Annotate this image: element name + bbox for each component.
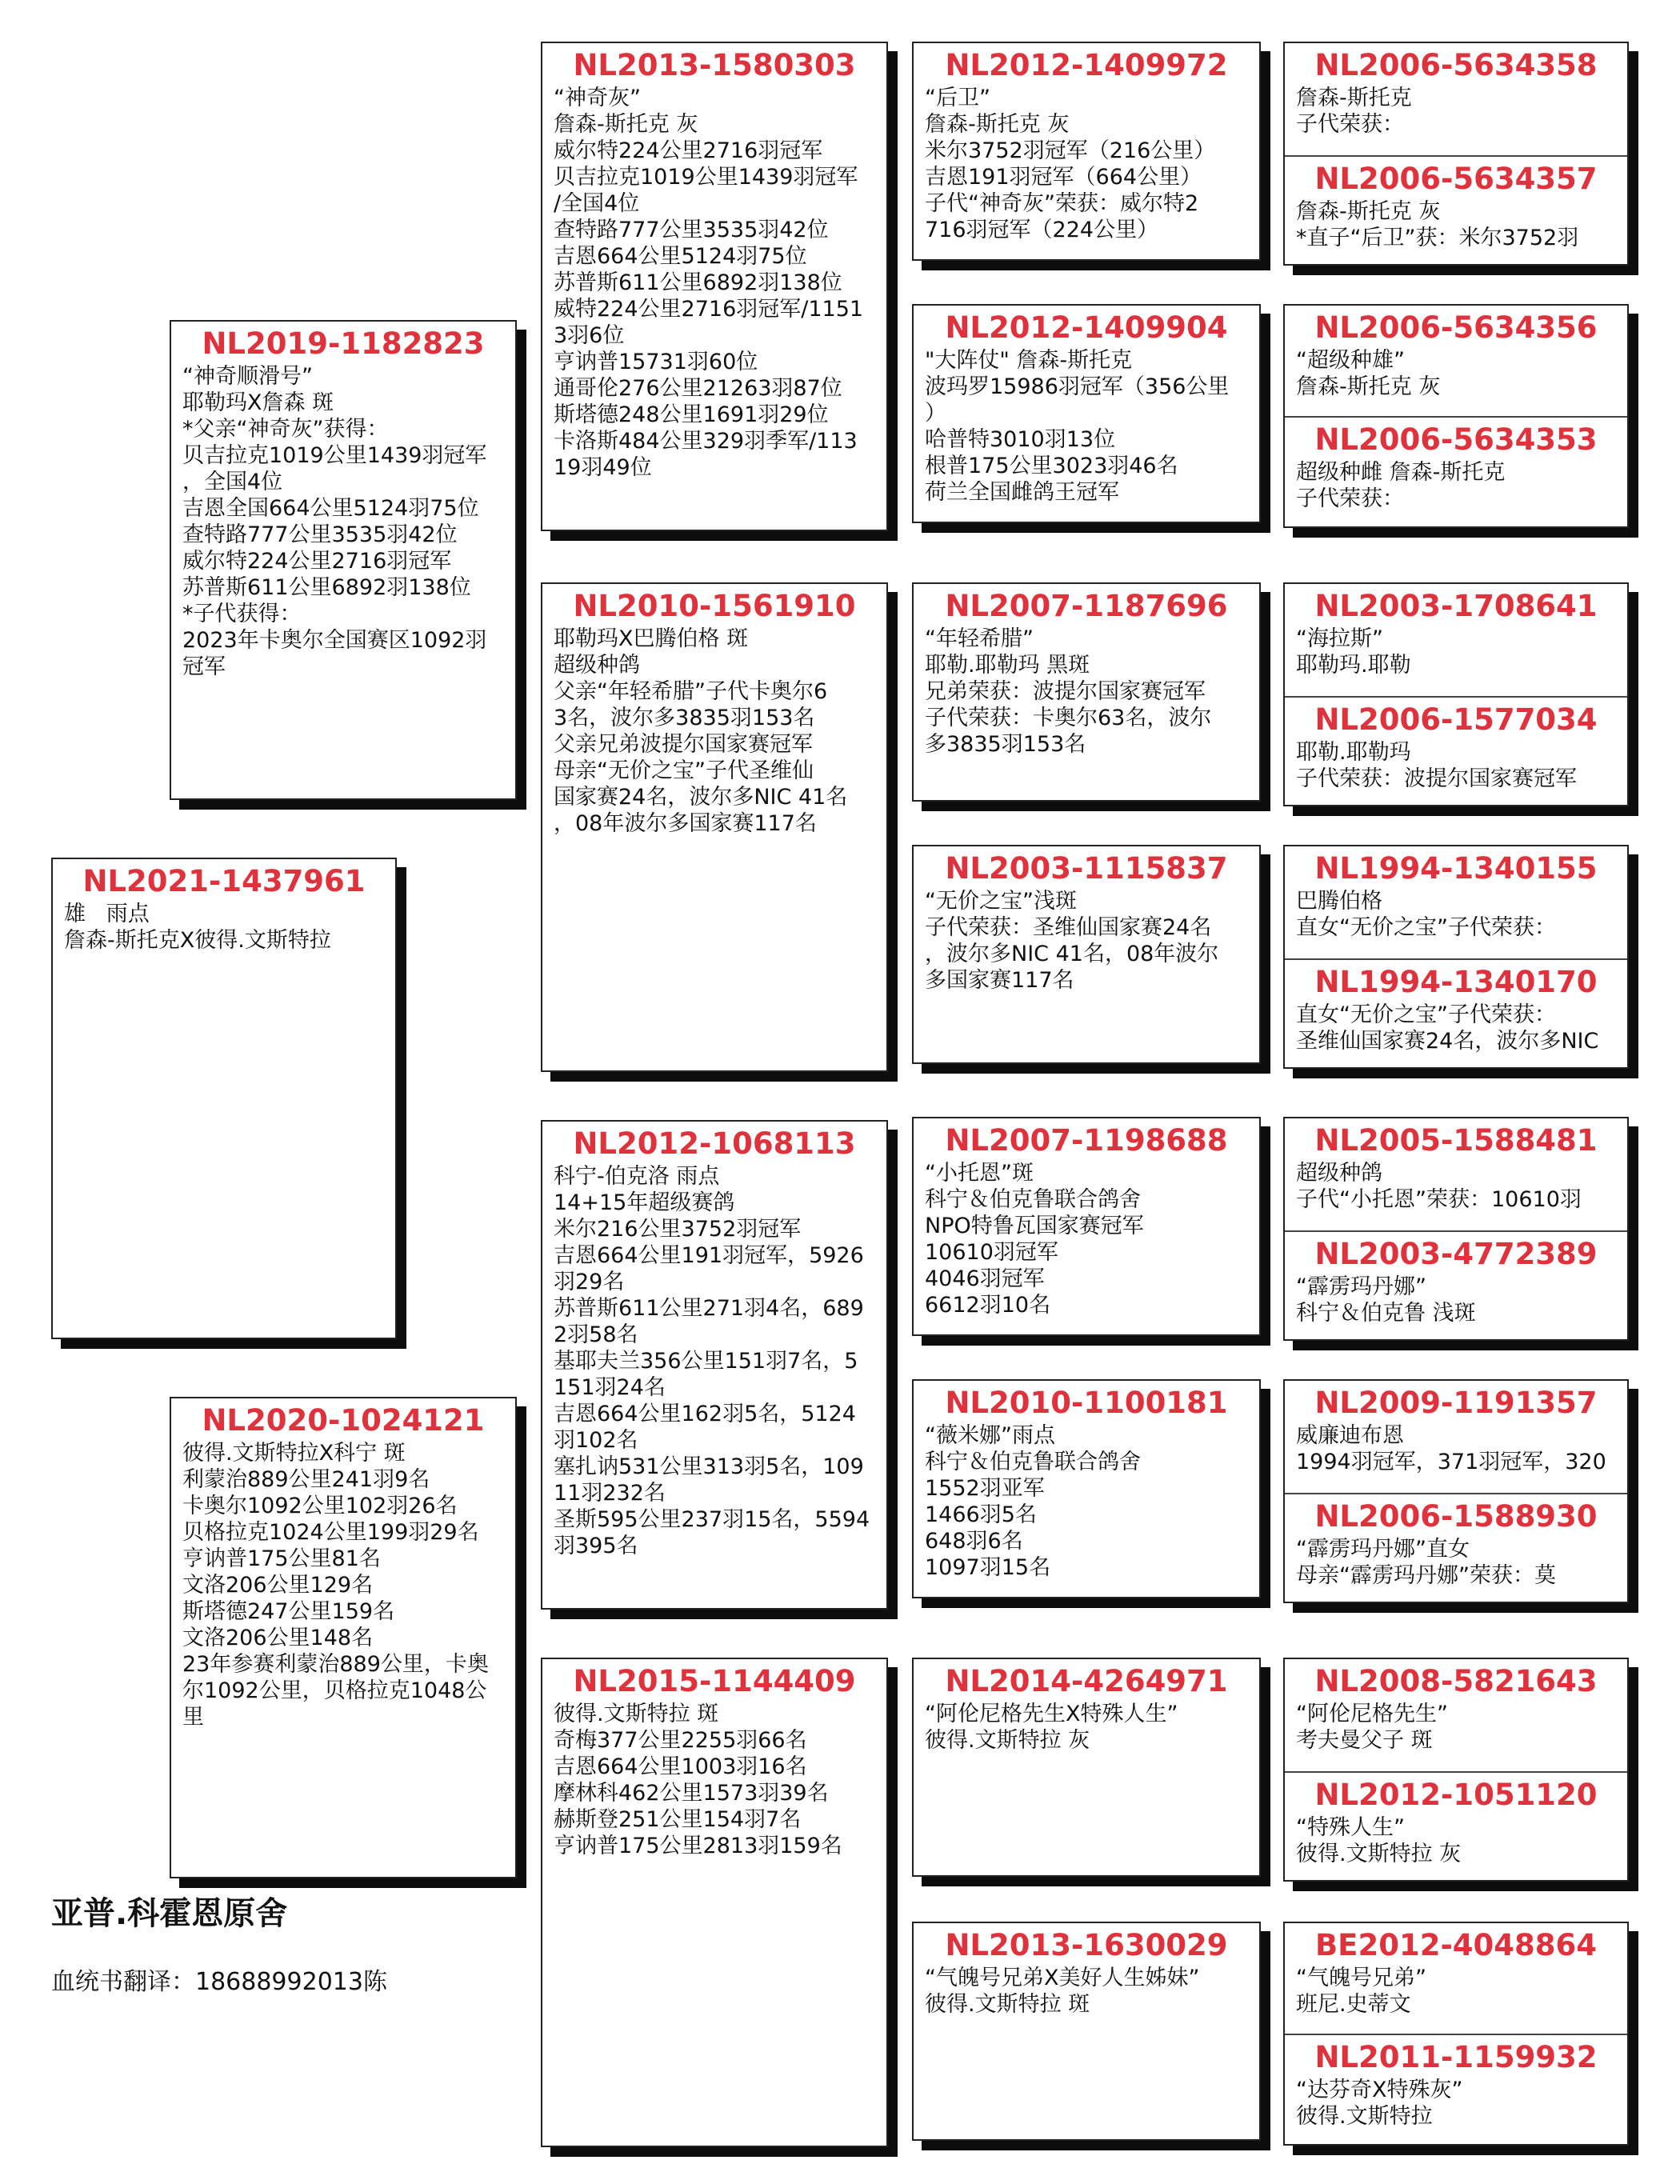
dds-card	[912, 1658, 1261, 1877]
ggp-pair-2	[1283, 304, 1629, 528]
ggp-pair-7	[1283, 1658, 1629, 1882]
g6a-ring: NL2009-1191357	[1314, 1386, 1598, 1420]
sire-ring: NL2019-1182823	[202, 326, 485, 361]
dsd-ring: NL2010-1100181	[945, 1386, 1228, 1420]
ddd-ring: NL2013-1630029	[945, 1928, 1228, 1962]
sire-sire-card	[541, 42, 888, 531]
ssd-card	[912, 304, 1261, 523]
g6b-ring: NL2006-1588930	[1314, 1499, 1598, 1534]
sire-dam-card	[541, 582, 888, 1072]
g3b-ring: NL2006-1577034	[1314, 702, 1598, 737]
g3a-ring: NL2003-1708641	[1314, 589, 1598, 623]
ssd-ring: NL2012-1409904	[945, 310, 1228, 345]
loft-name: 亚普.科霍恩原舍	[51, 1895, 288, 1932]
dds-info: “阿伦尼格先生X特殊人生” 彼得.文斯特拉 灰	[925, 1702, 1178, 1753]
sss-card	[912, 42, 1261, 261]
sss-ring: NL2012-1409972	[945, 48, 1228, 82]
dss-info: “小托恩”斑 科宁＆伯克鲁联合鸽舍 NPO特鲁瓦国家赛冠军 10610羽冠军 4046羽冠军 6612羽10名	[925, 1161, 1144, 1318]
sds-info: “年轻希腊” 耶勒.耶勒玛 黑斑 兄弟荣获：波提尔国家赛冠军 子代荣获：卡奥尔63名，波尔 多3835羽153名	[925, 626, 1212, 757]
sire-sire-info: “神奇灰” 詹森-斯托克 灰 威尔特224公里2716羽冠军 贝吉拉克1019公里1439羽冠军 /全国4位 查特路777公里3535羽42位 吉恩664公里5124羽75位 苏普斯611公里6892羽138位 威特224公里2716羽冠军/1151 3羽6位 亨讷普15731羽60位 通哥伦276公里21263羽87位 斯塔德248公里1691羽29位 卡洛斯484公里329羽季军/113 19羽49位	[554, 86, 864, 480]
sire-sire-ring: NL2013-1580303	[573, 48, 856, 82]
ggp-pair-4	[1283, 845, 1629, 1069]
subject-info: 雄 雨点 詹森-斯托克X彼得.文斯特拉	[64, 902, 331, 953]
dam-dam-ring: NL2015-1144409	[573, 1664, 856, 1698]
ggp-pair-6	[1283, 1379, 1629, 1603]
g2a-info: “超级种雄” 詹森-斯托克 灰	[1296, 348, 1441, 399]
sire-card	[170, 320, 517, 800]
sdd-ring: NL2003-1115837	[945, 851, 1228, 886]
dam-sire-ring: NL2012-1068113	[573, 1126, 856, 1161]
dds-ring: NL2014-4264971	[945, 1664, 1228, 1698]
g5a-ring: NL2005-1588481	[1314, 1123, 1598, 1158]
g4a-ring: NL1994-1340155	[1314, 851, 1598, 886]
ggp-pair-5	[1283, 1117, 1629, 1341]
g3a-info: “海拉斯” 耶勒玛.耶勒	[1296, 626, 1411, 678]
dam-dam-info: 彼得.文斯特拉 斑 奇梅377公里2255羽66名 吉恩664公里1003羽16名 摩林科462公里1573羽39名 赫斯登251公里154羽7名 亨讷普175公里2813羽159名	[554, 1702, 842, 1858]
g4a-info: 巴腾伯格 直女“无价之宝”子代荣获：	[1296, 889, 1556, 940]
g4b-info: 直女“无价之宝”子代荣获： 圣维仙国家赛24名，波尔多NIC	[1296, 1002, 1599, 1054]
translator-note: 血统书翻译：18688992013陈	[51, 1968, 387, 1996]
dss-card	[912, 1117, 1261, 1336]
sdd-card	[912, 845, 1261, 1064]
g3b-info: 耶勒.耶勒玛 子代荣获：波提尔国家赛冠军	[1296, 740, 1577, 791]
g7a-info: “阿伦尼格先生” 考夫曼父子 斑	[1296, 1702, 1448, 1753]
dam-dam-card	[541, 1658, 888, 2147]
dam-sire-card	[541, 1120, 888, 1610]
dam-info: 彼得.文斯特拉X科宁 斑 利蒙治889公里241羽9名 卡奥尔1092公里102羽26名 贝格拉克1024公里199羽29名 亨讷普175公里81名 文洛206公里129名 斯塔德247公里159名 文洛206公里148名 23年参赛利蒙治889公里，卡奥 尔1092公里，贝格拉克1048公 里	[182, 1441, 489, 1730]
g6b-info: “霹雳玛丹娜”直女 母亲“霹雳玛丹娜”荣获：莫	[1296, 1537, 1556, 1588]
ggp-pair-1	[1283, 42, 1629, 266]
g5b-ring: NL2003-4772389	[1314, 1237, 1598, 1271]
g7a-ring: NL2008-5821643	[1314, 1664, 1598, 1698]
dam-sire-info: 科宁-伯克洛 雨点 14+15年超级赛鸽 米尔216公里3752羽冠军 吉恩664公里191羽冠军，5926 羽29名 苏普斯611公里271羽4名，689 2羽58名 基耶夫兰356公里151羽7名，5 151羽24名 吉恩664公里162羽5名，5124 羽102名 塞扎讷531公里313羽5名，109 11羽232名 圣斯595公里237羽15名，5594 羽395名	[554, 1164, 870, 1558]
sdd-info: “无价之宝”浅斑 子代荣获：圣维仙国家赛24名 ，波尔多NIC 41名，08年波尔 多国家赛117名	[925, 889, 1219, 993]
subject-ring: NL2021-1437961	[82, 864, 366, 898]
ggp-pair-8	[1283, 1922, 1629, 2146]
g1a-info: 詹森-斯托克 子代荣获：	[1296, 86, 1412, 137]
g8b-ring: NL2011-1159932	[1314, 2040, 1598, 2074]
g8b-info: “达芬奇X特殊灰” 彼得.文斯特拉	[1296, 2078, 1463, 2129]
g1b-info: 詹森-斯托克 灰 *直子“后卫”获：米尔3752羽	[1296, 199, 1579, 250]
g2b-ring: NL2006-5634353	[1314, 422, 1598, 457]
g1a-ring: NL2006-5634358	[1314, 48, 1598, 82]
ddd-info: “气魄号兄弟X美好人生姊妹” 彼得.文斯特拉 斑	[925, 1966, 1200, 2017]
ddd-card	[912, 1922, 1261, 2141]
g8a-ring: BE2012-4048864	[1314, 1928, 1598, 1962]
sds-card	[912, 582, 1261, 802]
g1b-ring: NL2006-5634357	[1314, 162, 1598, 196]
dam-card	[170, 1397, 517, 1878]
dsd-info: “薇米娜”雨点 科宁＆伯克鲁联合鸽舍 1552羽亚军 1466羽5名 648羽6名 1097羽15名	[925, 1423, 1141, 1580]
g5b-info: “霹雳玛丹娜” 科宁＆伯克鲁 浅斑	[1296, 1274, 1476, 1326]
dsd-card	[912, 1379, 1261, 1598]
sire-dam-ring: NL2010-1561910	[573, 589, 856, 623]
g2a-ring: NL2006-5634356	[1314, 310, 1598, 345]
dam-ring: NL2020-1024121	[202, 1403, 485, 1438]
g7b-info: “特殊人生” 彼得.文斯特拉 灰	[1296, 1815, 1462, 1866]
g5a-info: 超级种鸽 子代“小托恩”荣获：10610羽	[1296, 1161, 1582, 1212]
sss-info: “后卫” 詹森-斯托克 灰 米尔3752羽冠军（216公里） 吉恩191羽冠军（664公里） 子代“神奇灰”荣获：威尔特2 716羽冠军（224公里）	[925, 86, 1216, 242]
g6a-info: 威廉迪布恩 1994羽冠军，371羽冠军，320	[1296, 1423, 1606, 1474]
sire-info: “神奇顺滑号” 耶勒玛X詹森 斑 *父亲“神奇灰”获得： 贝吉拉克1019公里1439羽冠军 ，全国4位 吉恩全国664公里5124羽75位 查特路777公里3535羽42位 威尔特224公里2716羽冠军 苏普斯611公里6892羽138位 *子代获得： 2023年卡奥尔全国赛区1092羽 冠军	[182, 364, 487, 679]
sire-dam-info: 耶勒玛X巴腾伯格 斑 超级种鸽 父亲“年轻希腊”子代卡奥尔6 3名，波尔多3835羽153名 父亲兄弟波提尔国家赛冠军 母亲“无价之宝”子代圣维仙 国家赛24名，波尔多NIC 41名 ，08年波尔多国家赛117名	[554, 626, 848, 836]
sds-ring: NL2007-1187696	[945, 589, 1228, 623]
g7b-ring: NL2012-1051120	[1314, 1778, 1598, 1812]
dss-ring: NL2007-1198688	[945, 1123, 1228, 1158]
g8a-info: “气魄号兄弟” 班尼.史蒂文	[1296, 1966, 1426, 2017]
g4b-ring: NL1994-1340170	[1314, 965, 1598, 999]
g2b-info: 超级种雌 詹森-斯托克 子代荣获：	[1296, 460, 1506, 511]
ggp-pair-3	[1283, 582, 1629, 806]
subject-card	[51, 858, 397, 1339]
ssd-info: "大阵仗" 詹森-斯托克 波玛罗15986羽冠军（356公里 ） 哈普特3010羽13位 根普175公里3023羽46名 荷兰全国雌鸽王冠军	[925, 348, 1230, 505]
